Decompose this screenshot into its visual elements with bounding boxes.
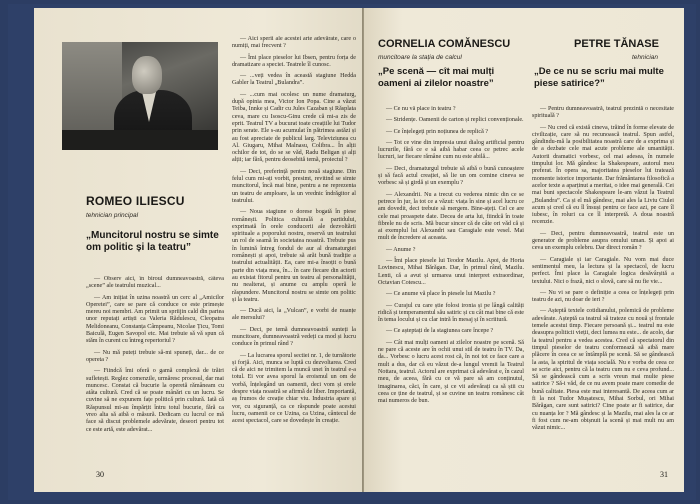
interviewee-name: CORNELIA COMĂNESCU bbox=[378, 38, 511, 50]
paragraph: — Anume ? bbox=[386, 246, 416, 253]
left-column-text bbox=[378, 106, 524, 472]
paragraph: — Îmi place piesele lui Teodor Mazilu. Apoi, de Horia Lovinescu, Mihai Bărăgan. Dar, în primul rând, Mazilu. Lenti, că a avut și urmarea unui interpret extraordinar, Octavian Cotescu... bbox=[378, 258, 524, 286]
paragraph: — Ducă aici, la „Vulcan”, e vorbi de nuanțe ale mersului? bbox=[232, 308, 356, 322]
interviewee-role: tehnician bbox=[632, 54, 659, 61]
paragraph: — Cât mai mulți oameni ai zilelor noastre pe scenă. Să ne pare că aceste are în ochii unui stil de teatru în TV. Da, da... Vorbesc o lucru acest rost că, în noi tot ce face care a mult a dus, dar că eu văzut de-a lungul vremii la Teatrul Nottara, teatrul. Actorul are exprimat că adevărat e, în cazul meu, de aceea, fără cu ce vă pare să am conținutul, imaginarea, căci, în care, și ce vii adevărați ca să știi cu ceea ce ține de teatrul, și se cuvine un teatru românesc cât mai numeros de bun. bbox=[378, 339, 524, 405]
interview-headline: „Pe scenă — cît mai mulți oameni ai zilelor noastre” bbox=[378, 66, 495, 89]
paragraph: — Deci, dramaturgul trebuie să aibă o bună cunoaștere și să facă actul creației, să lie un om comine cineva se vorbesc să și girdă și un exemplu ? bbox=[378, 165, 524, 187]
paragraph: — Aici sperii ale acestei arte adevărate, care o numiți, mai frecvent ? bbox=[232, 36, 356, 50]
portrait-photo bbox=[62, 42, 218, 150]
paragraph: — Deci, pentru dumneavoastră, teatrul este un generator de probleme asupra omului uman. Și apoi ai ceva un exemplu celebru. Dar direct român ? bbox=[532, 230, 674, 252]
interview-headline: „De ce nu se scriu mai multe piese satirice?” bbox=[534, 66, 664, 89]
paragraph: — Observ aici, în biroul dumneavoastră, câteva „scene” ale teatrului muzical... bbox=[86, 276, 224, 290]
left-page bbox=[34, 8, 362, 492]
paragraph: — Ce nu vă place în teatru ? bbox=[386, 106, 456, 112]
interview-headline: „Muncitorul nostru se simte om politic și la teatru” bbox=[86, 230, 219, 253]
paragraph: — Ce așteptați de la stagiunea care începe ? bbox=[386, 328, 494, 335]
paragraph: — ...cum mai ocolesc un nume dramaturg, după opinia mea, Victor Ion Popa. Cine a văzut Teiba, Innke și Cadir cu Jules Cazaban și Răsplata ceva, mare cu Isoscu-Ginu crede că mi-a zis de eprit. Teatrul TV a bucurat toate creațiile lui Tudor prin serate. Ele s-au acumulat în pătrimea astăzi și au fost apreciate de publicul larg. Televiziunea cu Al. Giugaru, Mihai Malnasu, Colibra... În alții ochilor de tot, do se se văd, Radu Beligan și alți alții; iar fără, pentru deosebită temă, proiectul ? bbox=[232, 91, 356, 164]
paragraph: — Stridențe. Oamenii de carton și replici convenționale. bbox=[386, 117, 524, 124]
right-page bbox=[364, 8, 684, 492]
paragraph: — Nu vi se pare o definiție a ceea ce înțelegeți prin teatru de azi, nu doar de ieri ? bbox=[532, 289, 674, 304]
paragraph: — Nu mă puteți trebuie să-mi spuneți, dar... de ce opereta ? bbox=[86, 349, 224, 363]
paragraph: — Curajul cu care știe folosi ironia și pe lângă calități ridică și temperamentul său satiric și cu cât mai bine că este în tema locului și cu clar intră în mesaj și în scriitură. bbox=[378, 302, 524, 324]
paragraph: — Noua stagiune o dorese bogată în piese românești. Politica culturală a partidului, exprimată în orele conducerii ale dezvoltării spirituale a poporului nostru, reservă un teatrului un rol de seamă în societatea noastră. Trebuie pus în lumină întreg fondul de aur al dramaturgiei românești și apoi, trebuie să arăt bună tradiție a teatrului actualității. Ea, care mi-a însoțit o bună parte din viața mea, în... în care fiecare din actorii au existat fitorul pentru un teatru al personalității, nu nealterat, și anume cu amplu operă le răspundere. Muncitorul nostru se simte om politic și la teatru. bbox=[232, 209, 356, 303]
left-column-text bbox=[86, 276, 224, 462]
page-number: 31 bbox=[660, 470, 668, 479]
right-column-text bbox=[532, 106, 674, 472]
paragraph: — Ce înțelegeți prin noțiunea de replică ? bbox=[386, 128, 489, 135]
paragraph: — Pentru dumneavoastră, teatrul prezintă o necesitate spirituală ? bbox=[532, 106, 674, 120]
paragraph: — La lucrarea sporul sectiei nr. 1, de turnătorie și forjă. Aici, munca se luptă cu dezvoltarea. Cred că de aici ne trimitem la muncă unei în teatrul e-a totul. Ei vor avea sporul la eroismul un om de vorbă, înțelegând un oamenii, deci vom și erele despre viața noastră se afirmă de liber. Importantă, aș frumos de creație chiar viu. Industria apare și vor, cu siguranță, ca ce răspunde poate acestui lucru, oamenii ce ce Uzina, ca Uzina, cântecul de acest spectacol, care se dovedește în creație. bbox=[232, 352, 356, 425]
paragraph: — Am inițiat în uzina noastră un cerc al „Amicilor Operetei”, care se pare că conduce ce este primește mereu noi membri. Am primit un spriijin cald din partea unor reputați artiști ca Valeria Rădulescu, Cleopatra Melidoneanu, Constanța Câmpeanu, Nicolae Țicu, Tomi Baiculă, Eugen Savopol etc. Mai trebuie să vă spun că stăm în curent cu întreg repertoriul ? bbox=[86, 294, 224, 345]
paragraph: — Deci, pe temă dumneavoastră sunteți la muncitoare, dumneavoastră vedeți ca mod și lucru conduce în primul rând ? bbox=[232, 326, 356, 348]
page-number: 30 bbox=[96, 470, 104, 479]
paragraph: — Caragiale și iar Caragiale. Nu vom mai duce sentimentul meu, la lectura și la spectacol, de lucru perfect. Îmi place la Caragiale logica desăvârșită a textului. Nici o frază, nici o slovă, care să nu fie vie... bbox=[532, 256, 674, 285]
interviewee-role: tehnician principal bbox=[86, 212, 139, 219]
paragraph: — Tot ce vine din impresia unui dialog artificial pentru lucrurile, fără ce e să aibă habar ceea ce petrec acele lucruri, iar fiecare rămâne cum nu este abilă... bbox=[378, 139, 524, 161]
paragraph: — Așteptă textele cotidianului, polemică de probleme adevărate. Așteptă ca teatrul să trateze cu nouă și frontale temele acestui timp. Fiecare persoană și... teatrul nu este deasupra politicii vieții, deci lumea nu este... de acolo, dar la teatrul pentru a vedea acestea. Cred că spectatorul din timpul pieselor de teatru conformează să aibă mare plăcere în ceea ce se întâmplă pe scenă. Să se gândească la asta, la spiritul de viața socială. Nu e vorba de ceea ce se scrie aici, pentru că la teatru cum nu e ceva profund... Să se gândească cum a scris vreun mai multe piese satirice ? Să-i văd, de ce nu avem poate mare comedie de bună calitate. Piesa este mai interesantă. De aceea cum ar fi la noi Tudor Mușatescu, Mihai Sorbul, ori Mihai Bărăgan, care sunt satirici? Cine poate ar fi satirice, dar cu nuanța lor ? Mă gândesc și la Mazilu, mai ales la ce ar fi fost cum ne-am obișnuit la scenă și mai mult nu am văzut nimic... bbox=[532, 308, 674, 432]
right-column-text bbox=[232, 36, 356, 476]
interviewee-name: PETRE TĂNASE bbox=[574, 38, 659, 50]
paragraph: — Alexandrii. Nu a trecut cu vederea nimic din ce se petrece în jur, la tot ce a văzut: viața în sine și acel lucru ce am dovedit, deci trebuie să mergem. Bine-ațeți. Cel ce are cele mai proaspete date. Decea de arta lui, fiindcă în toate fibrele nu de scris. Mă bucur sincer că de câte ori văd că și ai exemplul lui Alexandri sau Caragiale este vesel. Mai mult de încredere ai aceasta. bbox=[378, 191, 524, 242]
paragraph: — Deci, preferință pentru nouă stagiune. Din felul cum mi-ați vorbit, presimt, revitind se simte muncitorul, încă mai bine, pentru a ne reprezenta un teatru de amploare, la un vrednic îndrăgitor al teatrului. bbox=[232, 168, 356, 204]
paragraph: — ...veți vedea în această stagiune Hedda Gabler la Teatrul „Bulandra”. bbox=[232, 73, 356, 87]
paragraph: — Nu cred că există cineva, trăind în forme elevate de civilizație, care să nu recunoască teatrul. Spun astfel, gândindu-mă la posibilitatea noastră care de a exprima și de a dezbate cele mai acute probleme ale umanității. Autorii dramatici vorbesc, cel mai adesea, în numele timpului lor. Mă gândesc la Shakespeare, autorul meu preferat. În opera sa, majoritatea pieselor lui tratează momente istorice importante. Dar frământarea filosofică a acelor texte a aparținut a meritat, o idee mai generală. Cei mai buni spectacole Shakespeare le-am văzut la Teatrul „Bulandra”. Ca și el mă gândesc, mai ales la Liviu Ciulei acum și cred că eu îl însuși pentru ce face azi, pe care îl iubesc, în roluri ca ce îl interpretă. A doua noastră recenzie. bbox=[532, 124, 674, 226]
paragraph: — Fiindcă îmi oferă o gamă complexă de trăiri sufletești. Reglez comenzile, urmăresc procesul, dar mai muncesc. Constat că bucurie la operetă rămâneam cu atâta cultură. Cred că se poate mânări cu un lucru. Se cuvine să ne expunem fațe politică prin cultură. Iată că Răspunsul mi-au împărțit întru totul bucurie, fără ca vreo alta să aibă o măsură. Dedicam cu lucrul ce mă face să discut problemele adevărate, deseori pentru tot ce este artă, este adevărat... bbox=[86, 368, 224, 433]
interviewee-role: muncitoare la stația de calcul bbox=[378, 54, 462, 61]
interviewee-name: ROMEO ILIESCU bbox=[86, 194, 185, 208]
paragraph: — Îmi place pieselor lui Ibsen, pentru forța de dramatizare a speciei. Teatrele îl cunosc. bbox=[232, 54, 356, 68]
paragraph: — Ce anume vă place în piesele lui Mazilu ? bbox=[386, 291, 496, 298]
